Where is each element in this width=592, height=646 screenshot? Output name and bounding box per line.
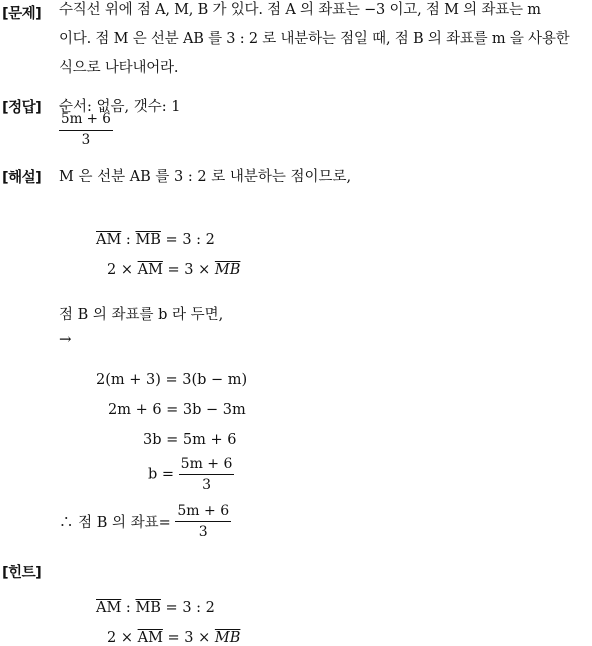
solution-step-3: 3b = 5m + 6 [143, 432, 237, 448]
solution-step-4-numerator: 5m + 6 [179, 456, 235, 475]
hint-eq-multiply: $2 \times \overline{AM} = 3 \times \overline{MB}$ [107, 630, 241, 646]
answer-meta: 순서: 없음, 갯수: 1 [59, 99, 181, 115]
answer-tag: [정답] [2, 100, 42, 116]
solution-conclusion-numerator: 5m + 6 [175, 503, 231, 522]
solution-eq-ratio: $\overline{AM}$ : $\overline{MB} = 3$ : 2 [96, 232, 215, 248]
solution-step-4-lhs: b = [148, 466, 175, 483]
problem-text [59, 0, 581, 83]
solution-tag: [해설] [2, 170, 42, 186]
solution-step-1: 2(m + 3) = 3(b − m) [96, 372, 248, 388]
solution-step-2: 2m + 6 = 3b − 3m [108, 402, 246, 418]
solution-conclusion [59, 503, 231, 540]
problem-tag: [문제] [2, 6, 42, 22]
answer-denominator: 3 [81, 131, 91, 148]
problem-line-3: 식으로 나타내어라. [59, 60, 179, 76]
answer-numerator: 5m + 6 [59, 112, 113, 131]
hint-tag: [힌트] [2, 565, 42, 581]
arrow-icon: → [59, 330, 72, 348]
problem-line-2: 이다. 점 M 은 선분 AB 를 3 : 2 로 내분하는 점일 때, 점 B 의 좌표를 m 을 사용한 [59, 31, 570, 47]
solution-step-4-denominator: 3 [202, 477, 211, 494]
hint-eq-ratio: $\overline{AM}$ : $\overline{MB} = 3$ : 2 [96, 600, 215, 616]
solution-conclusion-denominator: 3 [198, 524, 208, 541]
answer-fraction [59, 112, 113, 148]
solution-step-4 [148, 456, 234, 493]
solution-conclusion-text: ∴ 점 B 의 좌표= [59, 515, 171, 532]
problem-line-1: 수직선 위에 점 A, M, B 가 있다. 점 A 의 좌표는 −3 이고, 점 M 의 좌표는 m [59, 2, 541, 18]
solution-intro: M 은 선분 AB 를 3 : 2 로 내분하는 점이므로, [59, 169, 352, 185]
solution-step-text: 점 B 의 좌표를 b 라 두면, [59, 307, 224, 323]
solution-eq-multiply: $2 \times \overline{AM} = 3 \times \overline{MB}$ [107, 262, 241, 278]
